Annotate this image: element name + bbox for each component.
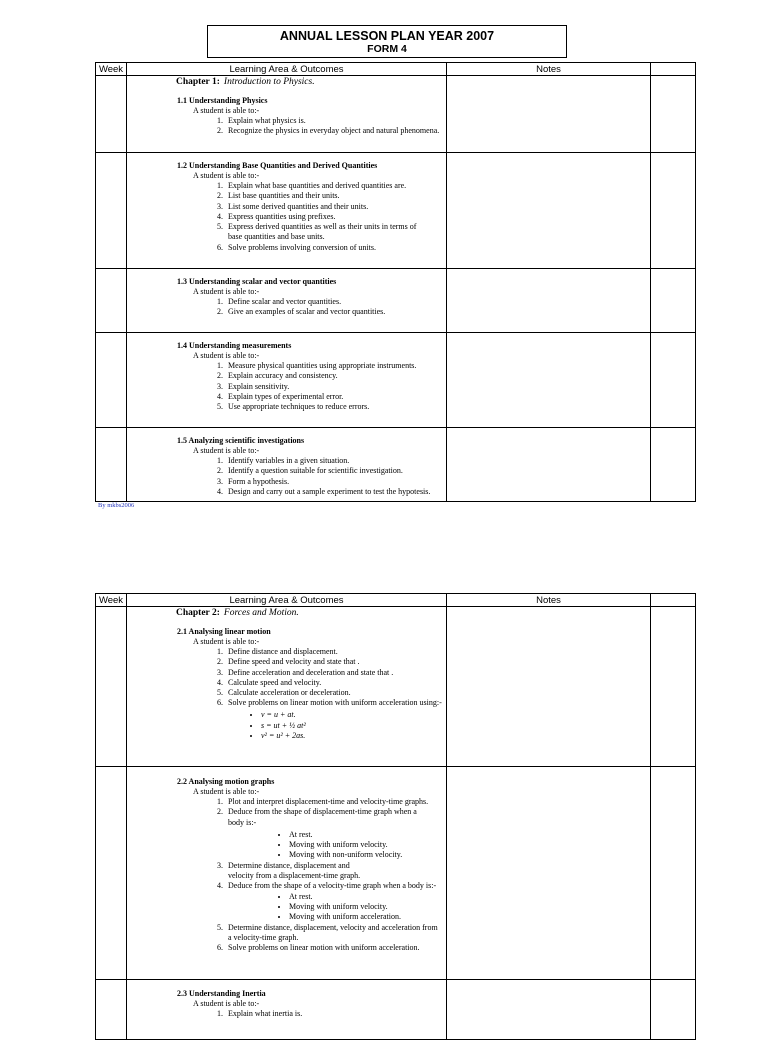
list-item: 1. Identify variables in a given situation. [225, 456, 442, 466]
learning-cell [127, 269, 447, 333]
table-header-row [96, 594, 696, 607]
list-item: 1. Explain what inertia is. [225, 1009, 442, 1019]
lesson-plan-table-1 [95, 62, 696, 502]
bullet-list [177, 830, 442, 861]
chapter-heading [176, 608, 442, 619]
list-item: 2. Deduce from the shape of displacement-time graph when a body is:- [225, 807, 442, 828]
table-row [96, 767, 696, 980]
list-item: 3. Explain sensitivity. [225, 382, 442, 392]
list-item: 4. Explain types of experimental error. [225, 392, 442, 402]
section-intro: A student is able to:- [193, 999, 260, 1008]
learning-cell [127, 767, 447, 980]
list-item: 3. Define acceleration and deceleration and state that . [225, 668, 442, 678]
extra-cell [651, 269, 696, 333]
list-item: 6. Solve problems on linear motion with uniform acceleration. [225, 943, 442, 953]
equation-list [177, 710, 442, 742]
notes-cell [447, 428, 651, 502]
chapter-title: Forces and Motion. [223, 608, 299, 618]
table-row [96, 607, 696, 767]
outcome-list [177, 923, 442, 954]
author-credit: By mkbs2006 [98, 502, 135, 509]
list-item: 2. Explain accuracy and consistency. [225, 371, 442, 381]
title-box [207, 25, 567, 58]
notes-cell [447, 76, 651, 153]
list-item: 4. Design and carry out a sample experiment to test the hypotesis. [225, 487, 442, 497]
extra-cell [651, 428, 696, 502]
extra-cell [651, 607, 696, 767]
equation-item: • s = ut + ½ at² [261, 721, 442, 732]
week-header: Week [96, 63, 127, 76]
list-item: 1. Define scalar and vector quantities. [225, 297, 442, 307]
learning-cell [127, 333, 447, 428]
table-row [96, 153, 696, 269]
extra-cell [651, 76, 696, 153]
outcome-list [177, 116, 442, 137]
section-title: 1.3 Understanding scalar and vector quantities [177, 277, 337, 286]
week-cell [96, 428, 127, 502]
learning-cell [127, 980, 447, 1040]
table-header-row [96, 63, 696, 76]
week-cell [96, 980, 127, 1040]
section-intro: A student is able to:- [193, 287, 260, 296]
lesson-plan-table-2 [95, 593, 696, 1040]
section-intro: A student is able to:- [193, 106, 260, 115]
list-item: 2. Give an examples of scalar and vector quantities. [225, 307, 442, 317]
table-row [96, 980, 696, 1040]
section-title: 2.3 Understanding Inertia [177, 989, 266, 998]
section-intro: A student is able to:- [193, 787, 260, 796]
section-title: 2.2 Analysing motion graphs [177, 777, 275, 786]
list-item: 5. Use appropriate techniques to reduce errors. [225, 402, 442, 412]
section-title: 1.1 Understanding Physics [177, 96, 268, 105]
bullet-item: • At rest. [289, 892, 442, 902]
list-item: 1. Plot and interpret displacement-time and velocity-time graphs. [225, 797, 442, 807]
list-item: 2. Define speed and velocity and state that . [225, 657, 442, 667]
notes-cell [447, 153, 651, 269]
outcome-list [177, 297, 442, 318]
document-title: ANNUAL LESSON PLAN YEAR 2007 [279, 29, 495, 43]
chapter-heading [176, 77, 442, 88]
list-item: 2. List base quantities and their units. [225, 191, 442, 201]
list-item: 2. Recognize the physics in everyday object and natural phenomena. [225, 126, 442, 136]
bullet-item: • Moving with uniform acceleration. [289, 912, 442, 922]
bullet-item: • Moving with uniform velocity. [289, 902, 442, 912]
section-intro: A student is able to:- [193, 637, 260, 646]
learning-header: Learning Area & Outcomes [127, 594, 447, 607]
section-title: 1.5 Analyzing scientific investigations [177, 436, 305, 445]
extra-cell [651, 767, 696, 980]
learning-cell [127, 428, 447, 502]
notes-cell [447, 607, 651, 767]
learning-cell [127, 607, 447, 767]
chapter-label: Chapter 2: [176, 608, 220, 618]
equation-item: • v² = u² + 2as. [261, 731, 442, 742]
outcome-list [177, 361, 442, 412]
extra-header [651, 594, 696, 607]
outcome-list [177, 456, 442, 497]
list-item: 5. Calculate acceleration or deceleration. [225, 688, 442, 698]
learning-cell [127, 153, 447, 269]
list-item: 3. Form a hypothesis. [225, 477, 442, 487]
section-title: 1.2 Understanding Base Quantities and Derived Quantities [177, 161, 378, 170]
list-item: 1. Measure physical quantities using appropriate instruments. [225, 361, 442, 371]
section-intro: A student is able to:- [193, 171, 260, 180]
week-header: Week [96, 594, 127, 607]
week-cell [96, 269, 127, 333]
list-item: 1. Explain what base quantities and derived quantities are. [225, 181, 442, 191]
outcome-list [177, 1009, 442, 1019]
chapter-title: Introduction to Physics. [223, 77, 315, 87]
section-intro: A student is able to:- [193, 446, 260, 455]
notes-cell [447, 269, 651, 333]
extra-cell [651, 153, 696, 269]
week-cell [96, 333, 127, 428]
extra-cell [651, 980, 696, 1040]
week-cell [96, 153, 127, 269]
outcome-list [177, 861, 442, 892]
list-item: 3. Determine distance, displacement and velocity from a displacement-time graph. [225, 861, 442, 882]
list-item: 4. Deduce from the shape of a velocity-time graph when a body is:- [225, 881, 442, 891]
table-row [96, 76, 696, 153]
list-item: 6. Solve problems on linear motion with uniform acceleration using:- [225, 698, 442, 708]
extra-cell [651, 333, 696, 428]
notes-cell [447, 767, 651, 980]
notes-header: Notes [447, 63, 651, 76]
list-item: 6. Solve problems involving conversion of units. [225, 243, 442, 253]
list-item: 4. Express quantities using prefixes. [225, 212, 442, 222]
list-item: 1. Define distance and displacement. [225, 647, 442, 657]
list-item: 2. Identify a question suitable for scientific investigation. [225, 466, 442, 476]
notes-cell [447, 980, 651, 1040]
section-intro: A student is able to:- [193, 351, 260, 360]
section-title: 1.4 Understanding measurements [177, 341, 292, 350]
week-cell [96, 767, 127, 980]
week-cell [96, 607, 127, 767]
week-cell [96, 76, 127, 153]
bullet-item: • At rest. [289, 830, 442, 840]
list-item: 3. List some derived quantities and their units. [225, 202, 442, 212]
learning-header: Learning Area & Outcomes [127, 63, 447, 76]
section-title: 2.1 Analysing linear motion [177, 627, 271, 636]
outcome-list [177, 647, 442, 709]
list-item: 4. Calculate speed and velocity. [225, 678, 442, 688]
list-item: 5. Express derived quantities as well as their units in terms of base quantities and base units. [225, 222, 442, 243]
list-item: 1. Explain what physics is. [225, 116, 442, 126]
chapter-label: Chapter 1: [176, 77, 220, 87]
notes-header: Notes [447, 594, 651, 607]
extra-header [651, 63, 696, 76]
outcome-list [177, 797, 442, 828]
learning-cell [127, 76, 447, 153]
bullet-list [177, 892, 442, 923]
bullet-item: • Moving with uniform velocity. [289, 840, 442, 850]
table-row [96, 269, 696, 333]
list-item: 5. Determine distance, displacement, velocity and acceleration from a velocity-time graph. [225, 923, 442, 944]
equation-item: • v = u + at. [261, 710, 442, 721]
outcome-list [177, 181, 442, 253]
bullet-item: • Moving with non-uniform velocity. [289, 850, 442, 860]
table-row [96, 333, 696, 428]
table-row [96, 428, 696, 502]
document-subtitle: FORM 4 [367, 43, 407, 55]
notes-cell [447, 333, 651, 428]
